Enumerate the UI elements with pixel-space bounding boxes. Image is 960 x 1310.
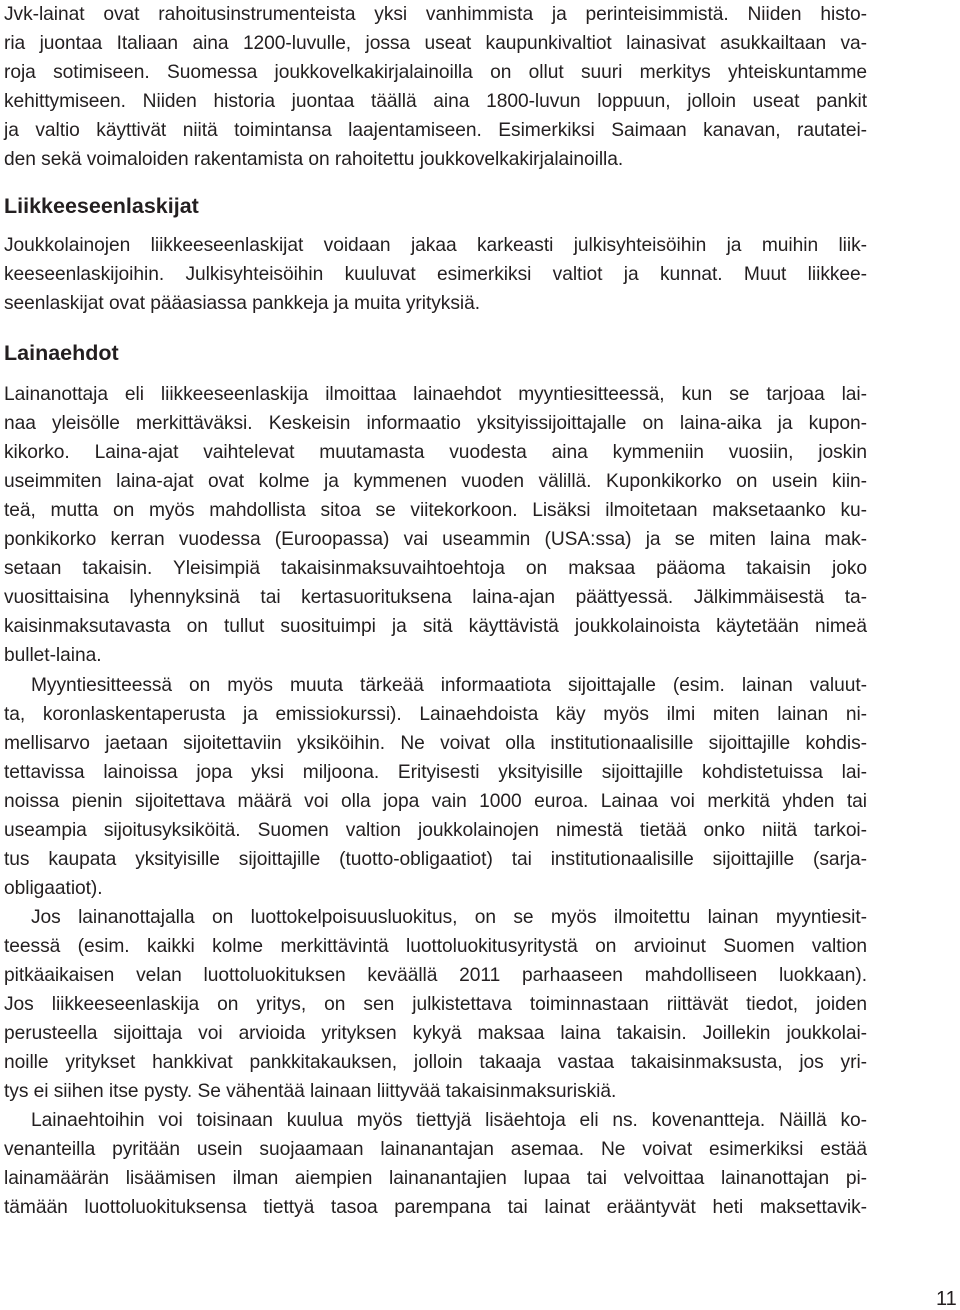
text-line: kikorko. Laina-ajat vaihtelevat muutamasta vuodesta aina kymmeniin vuosiin, joskin: [4, 442, 867, 463]
text-line: teä, mutta on myös mahdollista sitoa se viitekorkoon. Lisäksi ilmoitetaan maksetaanko ku-: [4, 500, 867, 521]
text-line: obligaatiot).: [4, 878, 103, 899]
text-line: pitkäaikaisen velan luottoluokituksen keväällä 2011 parhaaseen mahdolliseen luokkaan).: [4, 965, 867, 986]
text-line: ta, koronlaskentaperusta ja emissiokurssi). Lainaehdoista käy myös ilmi miten lainan ni-: [4, 704, 867, 725]
text-line: useampia sijoitusyksiköitä. Suomen valtion joukkolainojen nimestä tietää onko niitä tarkoi-: [4, 820, 867, 841]
text-line: venanteilla pyritään usein suojaamaan lainanantajan asemaa. Ne voivat esimerkiksi estää: [4, 1139, 867, 1160]
text-line: noille yritykset hankkivat pankkitakauksen, jolloin takaaja vastaa takaisinmaksusta, jos yri-: [4, 1052, 867, 1073]
text-line: mellisarvo jaetaan sijoitettaviin yksiköihin. Ne voivat olla institutionaalisille sijoittajille kohdis-: [4, 733, 867, 754]
text-line: useimmiten laina-ajat ovat kolme ja kymmenen vuoden välillä. Kuponkikorko on usein kiin-: [4, 471, 867, 492]
text-line: naa yleisölle merkittäväksi. Keskeisin informaatio yksityissijoittajalle on laina-aika ja kupon-: [4, 413, 867, 434]
text-line: Jvk-lainat ovat rahoitusinstrumenteista yksi vanhimmista ja perinteisimmistä. Niiden histo-: [4, 4, 867, 25]
text-line: lainamäärän lisäämisen ilman aiempien lainanantajien lupaa tai velvoittaa lainanottajan pi-: [4, 1168, 867, 1189]
text-line: Lainanottaja eli liikkeeseenlaskija ilmoittaa lainaehdot myyntiesitteessä, kun se tarjoaa lai-: [4, 384, 867, 405]
terms-paragraph-4: [4, 1106, 867, 1222]
terms-paragraph-2: [4, 671, 867, 903]
text-line: Lainaehtoihin voi toisinaan kuulua myös tiettyjä lisäehtoja eli ns. kovenantteja. Näillä ko-: [31, 1110, 867, 1131]
text-line: keeseenlaskijoihin. Julkisyhteisöihin kuuluvat esimerkiksi valtiot ja kunnat. Muut liikkee-: [4, 264, 867, 285]
text-line: teessä (esim. kaikki kolme merkittävintä luottoluokitusyritystä on arvioinut Suomen valtion: [4, 936, 867, 957]
text-line: Joukkolainojen liikkeeseenlaskijat voidaan jakaa karkeasti julkisyhteisöihin ja muihin liik-: [4, 235, 867, 256]
section-heading-terms: Lainaehdot: [4, 341, 119, 365]
text-line: kehittymiseen. Niiden historia juontaa täällä aina 1800-luvun loppuun, jolloin useat pankit: [4, 91, 867, 112]
text-line: Jos liikkeeseenlaskija on yritys, on sen julkistettava toiminnastaan riittävät tiedot, joiden: [4, 994, 867, 1015]
page-number: 11: [936, 1288, 957, 1310]
text-line: setaan takaisin. Yleisimpiä takaisinmaksuvaihtoehtoja on maksaa pääoma takaisin joko: [4, 558, 867, 579]
text-line: ponkikorko kerran vuodessa (Euroopassa) vai useammin (USA:ssa) ja se miten laina mak-: [4, 529, 867, 550]
text-line: tämään luottoluokituksensa tiettyä tasoa parempana tai lainat erääntyvät heti maksettavik-: [4, 1197, 867, 1218]
text-line: vuosittaisina lyhennyksinä tai kertasuorituksena laina-ajan päättyessä. Jälkimmäisestä ta-: [4, 587, 867, 608]
text-line: seenlaskijat ovat pääasiassa pankkeja ja muita yrityksiä.: [4, 293, 481, 314]
issuers-paragraph: [4, 231, 867, 318]
text-line: kaisinmaksutavasta on tullut suosituimpi ja sitä käyttävistä joukkolainoista käytetään nimeä: [4, 616, 867, 637]
text-line: tys ei siihen itse pysty. Se vähentää lainaan liittyvää takaisinmaksuriskiä.: [4, 1081, 617, 1102]
text-line: perusteella sijoittaja voi arvioida yrityksen kykyä maksaa laina takaisin. Joillekin joukkolai-: [4, 1023, 867, 1044]
text-line: Jos lainanottajalla on luottokelpoisuusluokitus, on se myös ilmoitettu lainan myyntiesit-: [31, 907, 867, 928]
text-line: bullet-laina.: [4, 645, 102, 666]
text-line: tus kaupata yksityisille sijoittajille (tuotto-obligaatiot) tai institutionaalisille sijoittajille (sarja-: [4, 849, 867, 870]
text-line: tettavissa lainoissa jopa yksi miljoona. Erityisesti yksityisille sijoittajille kohdistetuissa lai-: [4, 762, 867, 783]
intro-paragraph: [4, 0, 867, 174]
text-line: ja valtio käyttivät niitä toimintansa laajentamiseen. Esimerkiksi Saimaan kanavan, rautatei-: [4, 120, 867, 141]
section-heading-issuers: Liikkeeseenlaskijat: [4, 194, 199, 218]
terms-paragraph-3: [4, 903, 867, 1106]
text-line: noissa pienin sijoitettava määrä voi olla jopa vain 1000 euroa. Lainaa voi merkitä yhden tai: [4, 791, 867, 812]
terms-paragraph-1: [4, 380, 867, 670]
text-line: Myyntiesitteessä on myös muuta tärkeää informaatiota sijoittajalle (esim. lainan valuut-: [31, 675, 867, 696]
text-line: den sekä voimaloiden rakentamista on rahoitettu joukkovelkakirjalainoilla.: [4, 149, 624, 170]
text-line: roja sotimiseen. Suomessa joukkovelkakirjalainoilla on ollut suuri merkitys yhteiskuntamme: [4, 62, 867, 83]
text-line: ria juontaa Italiaan aina 1200-luvulle, jossa useat kaupunkivaltiot lainasivat asukkailtaan va-: [4, 33, 867, 54]
